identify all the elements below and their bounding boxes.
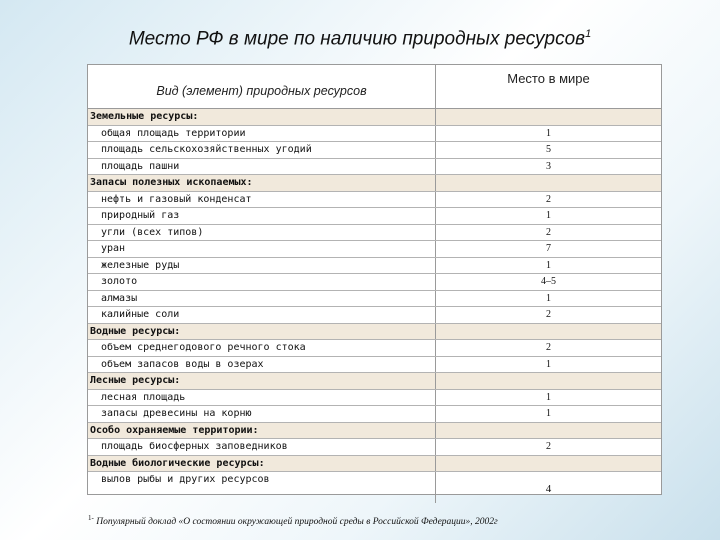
resource-name: золото — [88, 274, 436, 290]
world-place: 3 — [546, 160, 551, 172]
resource-name: Лесные ресурсы: — [88, 373, 436, 389]
world-place: 1 — [546, 210, 551, 221]
world-place — [436, 175, 661, 191]
table-row — [88, 142, 661, 159]
table-row — [88, 340, 661, 357]
resource-name: уран — [88, 241, 436, 257]
resource-name: лесная площадь — [88, 390, 436, 406]
resource-name: Запасы полезных ископаемых: — [88, 175, 436, 191]
footnote: $^{1-}$ Популярный доклад «О состоянии окружающей природной среды в Российской Федерации», 2002г — [88, 514, 498, 528]
resource-name: площадь сельскохозяйственных угодий — [88, 142, 436, 158]
world-place — [436, 109, 661, 125]
table-row — [88, 192, 661, 209]
world-place: 2 — [546, 226, 551, 238]
world-place — [436, 456, 661, 472]
resource-name: запасы древесины на корню — [88, 406, 436, 422]
resource-name: Земельные ресурсы: — [88, 109, 436, 125]
resource-name: объем среднегодового речного стока — [88, 340, 436, 356]
resource-name: площадь биосферных заповедников — [88, 439, 436, 455]
table-row — [88, 241, 661, 258]
world-place — [436, 423, 661, 439]
world-place: 5 — [546, 144, 551, 155]
table-row — [88, 357, 661, 374]
table-row — [88, 208, 661, 225]
table-row — [88, 390, 661, 407]
resource-name: Особо охраняемые территории: — [88, 423, 436, 439]
world-place: 1 — [546, 127, 551, 139]
world-place: 4–5 — [541, 276, 556, 287]
table-row — [88, 406, 661, 423]
category-row — [88, 423, 661, 440]
world-place — [436, 373, 661, 389]
resources-table — [87, 64, 662, 495]
resource-name: нефть и газовый конденсат — [88, 192, 436, 208]
resource-name: объем запасов воды в озерах — [88, 357, 436, 373]
resource-name: калийные соли — [88, 307, 436, 323]
table-row — [88, 159, 661, 176]
table-row — [88, 126, 661, 143]
table-row — [88, 307, 661, 324]
world-place: 2 — [546, 193, 551, 205]
world-place: 1 — [546, 408, 551, 419]
world-place: 2 — [546, 342, 551, 353]
column-header-resource: Вид (элемент) природных ресурсов — [88, 65, 436, 108]
table-row — [88, 291, 661, 308]
table-row — [88, 439, 661, 456]
world-place: 2 — [546, 441, 551, 452]
resource-name: Водные биологические ресурсы: — [88, 456, 436, 472]
world-place: 7 — [546, 243, 551, 254]
table-row — [88, 274, 661, 291]
category-row — [88, 456, 661, 473]
resource-name: общая площадь территории — [88, 126, 436, 142]
resource-name: природный газ — [88, 208, 436, 224]
world-place: 4 — [545, 483, 552, 495]
category-row — [88, 109, 661, 126]
category-row — [88, 324, 661, 341]
table-row — [88, 472, 661, 503]
world-place: 2 — [546, 309, 551, 320]
world-place: 1 — [546, 358, 551, 370]
table-row — [88, 225, 661, 242]
world-place — [436, 324, 661, 340]
table-body — [88, 109, 661, 503]
resource-name: площадь пашни — [88, 159, 436, 175]
resource-name: алмазы — [88, 291, 436, 307]
world-place: 1 — [546, 292, 551, 304]
resource-name: Водные ресурсы: — [88, 324, 436, 340]
page-title: Место РФ в мире по наличию природных ресурсов$^1$ — [128, 28, 592, 50]
world-place: 1 — [546, 391, 551, 403]
category-row — [88, 373, 661, 390]
column-header-place: Место в мире — [507, 71, 590, 86]
resource-name: вылов рыбы и других ресурсов — [88, 472, 436, 503]
category-row — [88, 175, 661, 192]
world-place: 1 — [546, 259, 551, 271]
resource-name: угли (всех типов) — [88, 225, 436, 241]
resource-name: железные руды — [88, 258, 436, 274]
table-header — [88, 65, 661, 109]
table-row — [88, 258, 661, 275]
